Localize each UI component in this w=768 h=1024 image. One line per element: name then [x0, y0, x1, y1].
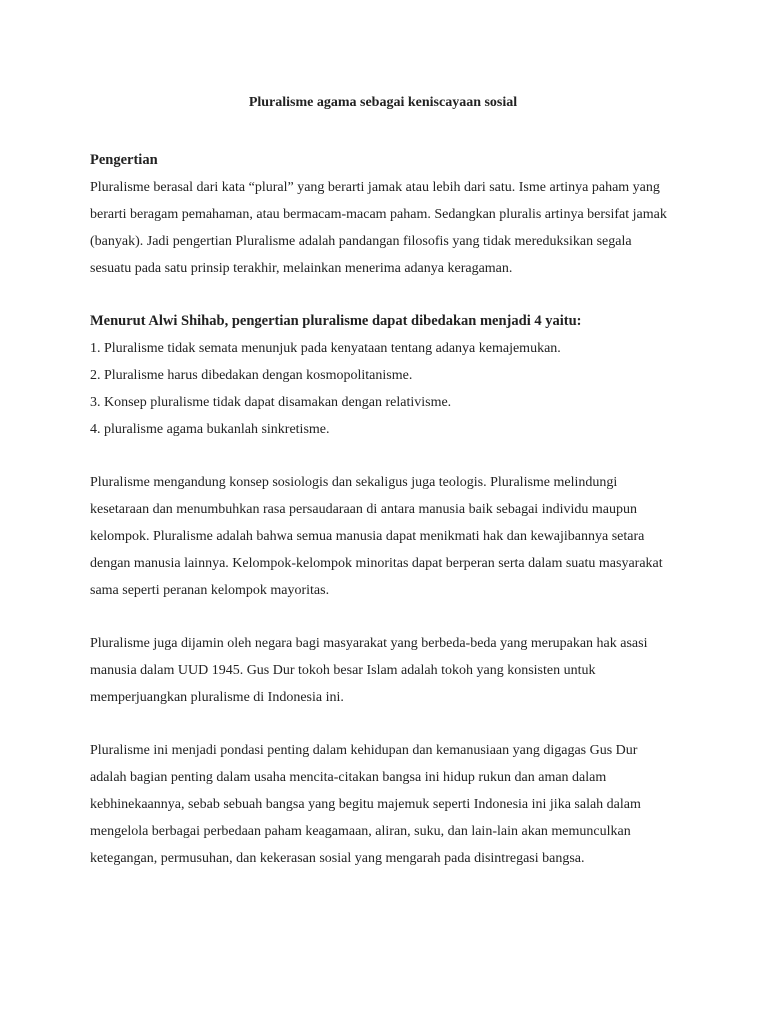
section-alwi-shihab	[90, 308, 676, 443]
section-heading-pengertian: Pengertian	[90, 152, 158, 168]
paragraph-gus-dur: Pluralisme ini menjadi pondasi penting dalam kehidupan dan kemanusiaan yang digagas Gus Dur adalah bagian penting dalam usaha mencita-citakan bangsa ini hidup rukun dan aman dalam kebhinekaannya, sebab sebuah bangsa yang begitu majemuk seperti Indonesia ini jika salah dalam mengelola berbagai perbedaan paham keagamaan, aliran, suku, dan lain-lain akan memunculkan ketegangan, permusuhan, dan kekerasan sosial yang mengarah pada disintregasi bangsa.	[90, 743, 641, 866]
list-item: 4. pluralisme agama bukanlah sinkretisme.	[90, 422, 330, 437]
numbered-list	[90, 335, 676, 443]
document-title: Pluralisme agama sebagai keniscayaan sosial	[248, 95, 518, 110]
section-heading-alwi-shihab: Menurut Alwi Shihab, pengertian pluralisme dapat dibedakan menjadi 4 yaitu:	[90, 313, 582, 329]
list-item: 3. Konsep pluralisme tidak dapat disamakan dengan relativisme.	[90, 395, 452, 410]
list-item: 2. Pluralisme harus dibedakan dengan kosmopolitanisme.	[90, 368, 413, 383]
paragraph-sosiologis: Pluralisme mengandung konsep sosiologis dan sekaligus juga teologis. Pluralisme melindungi kesetaraan dan menumbuhkan rasa persaudaraan di antara manusia baik sebagai individu maupun kelompok. Pluralisme adalah bahwa semua manusia dapat menikmati hak dan kewajibannya setara dengan manusia lainnya. Kelompok-kelompok minoritas dapat berperan serta dalam suatu masyarakat sama seperti peranan kelompok mayoritas.	[90, 475, 663, 598]
list-item: 1. Pluralisme tidak semata menunjuk pada kenyataan tentang adanya kemajemukan.	[90, 341, 561, 356]
paragraph-definition: Pluralisme berasal dari kata “plural” yang berarti jamak atau lebih dari satu. Isme artinya paham yang berarti beragam pemahaman, atau bermacam-macam paham. Sedangkan pluralis artinya bersifat jamak (banyak). Jadi pengertian Pluralisme adalah pandangan filosofis yang tidak mereduksikan segala sesuatu pada satu prinsip terakhir, melainkan menerima adanya keragaman.	[90, 180, 667, 276]
section-pengertian	[90, 147, 676, 282]
paragraph-uud-1945: Pluralisme juga dijamin oleh negara bagi masyarakat yang berbeda-beda yang merupakan hak asasi manusia dalam UUD 1945. Gus Dur tokoh besar Islam adalah tokoh yang konsisten untuk memperjuangkan pluralisme di Indonesia ini.	[90, 636, 648, 705]
